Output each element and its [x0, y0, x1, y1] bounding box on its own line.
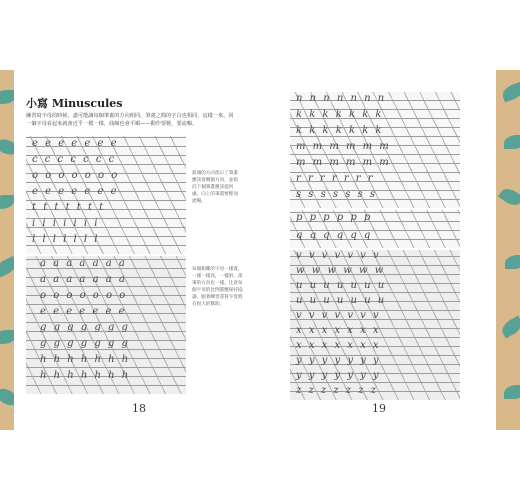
practice-row: m m m m m m	[296, 141, 391, 152]
practice-row: i i i i i i i	[32, 218, 100, 229]
practice-row: o o o o o o o	[40, 290, 128, 301]
page-number: 18	[132, 402, 146, 415]
book-spread	[0, 70, 520, 430]
leaf-decoration	[0, 90, 14, 104]
practice-row: l l l l l l l	[32, 234, 100, 245]
page-title: 小寫 Minuscules	[26, 97, 123, 110]
leaf-decoration	[0, 135, 14, 158]
leaf-decoration	[505, 255, 520, 269]
practice-row: s s s s s s s	[296, 189, 377, 200]
practice-row: a a a a a a a	[40, 258, 127, 269]
leaf-decoration	[504, 385, 520, 399]
intro-paragraph: 練習寫字母的時候，盡可能讓每個筆畫的方向相同，筆畫之間的字白也相同，這樣一來，同一個字母看起來就會近乎一模一樣，曲線也會平順——動作要輕，要流暢。	[26, 113, 234, 127]
practice-row: h h h h h h h	[40, 370, 131, 381]
practice-row: e e e e e e e	[40, 306, 127, 317]
practice-row: x x x x x x x	[296, 325, 381, 336]
practice-row: h h h h h h h	[40, 354, 131, 365]
practice-row: m m m m m m	[296, 157, 391, 168]
leaf-decoration	[0, 195, 14, 209]
leaf-decoration	[0, 256, 14, 278]
leaf-decoration	[498, 185, 520, 209]
practice-row: c c c c c c c	[32, 154, 117, 165]
practice-row: e e e e e e e	[32, 138, 119, 149]
practice-grid-top	[26, 136, 186, 254]
leaf-decoration	[0, 330, 14, 344]
left-decorative-band	[0, 70, 14, 430]
practice-row: g g g g g g g	[40, 338, 130, 349]
right-page	[252, 70, 496, 430]
practice-grid-bottom	[26, 256, 186, 394]
left-page	[14, 70, 253, 430]
practice-row: e e e e e e e	[32, 186, 119, 197]
leaf-decoration	[504, 135, 520, 149]
practice-row: o o o o o o o	[32, 170, 120, 181]
practice-row: k k k k k k k	[296, 125, 384, 136]
practice-row: n n n n n n n	[296, 93, 387, 104]
practice-row: z z z z z z z	[296, 385, 378, 396]
side-note-top: 箭頭的方向指示了筆畫應該從哪個方向，並指向下個筆畫應該從何處。向上的筆畫要輕而流暢。	[192, 171, 238, 204]
practice-row: g g g g g g g	[40, 322, 130, 333]
page-number: 19	[372, 402, 386, 415]
practice-row: p p p p p p	[296, 212, 373, 223]
practice-row: y y y y y y y	[296, 355, 381, 366]
practice-row: k k k k k k k	[296, 109, 384, 120]
leaf-decoration	[0, 385, 14, 410]
practice-row: y y y y y y y	[296, 370, 381, 381]
practice-row: u u u u u u u	[296, 295, 387, 306]
practice-row: w w w w w w	[296, 265, 386, 276]
practice-row: v v v v v v v	[296, 310, 381, 321]
practice-grid-top	[290, 92, 460, 208]
practice-grid-mid	[290, 210, 460, 248]
leaf-decoration	[499, 315, 520, 338]
leaf-decoration	[500, 82, 520, 103]
practice-row: u u u u u u u	[296, 280, 387, 291]
practice-row: q q q q q q	[296, 230, 373, 241]
practice-grid-bottom	[290, 250, 460, 400]
side-note-bottom: 每個相鄰的字母一樣寬，一樣一樣高，一樣斜，落筆的方向也一樣。注意每個字母的比例都應保持協調，跟著練習書寫字母將有很大的幫助。	[192, 267, 243, 307]
right-decorative-band	[496, 70, 520, 430]
practice-row: x x x x x x x	[296, 340, 381, 351]
practice-row: r r r r r r r	[296, 173, 375, 184]
practice-row: v v v v v v v	[296, 250, 381, 261]
practice-row: a a a a a a a	[40, 274, 127, 285]
practice-row: t t t t t t t	[32, 202, 106, 213]
